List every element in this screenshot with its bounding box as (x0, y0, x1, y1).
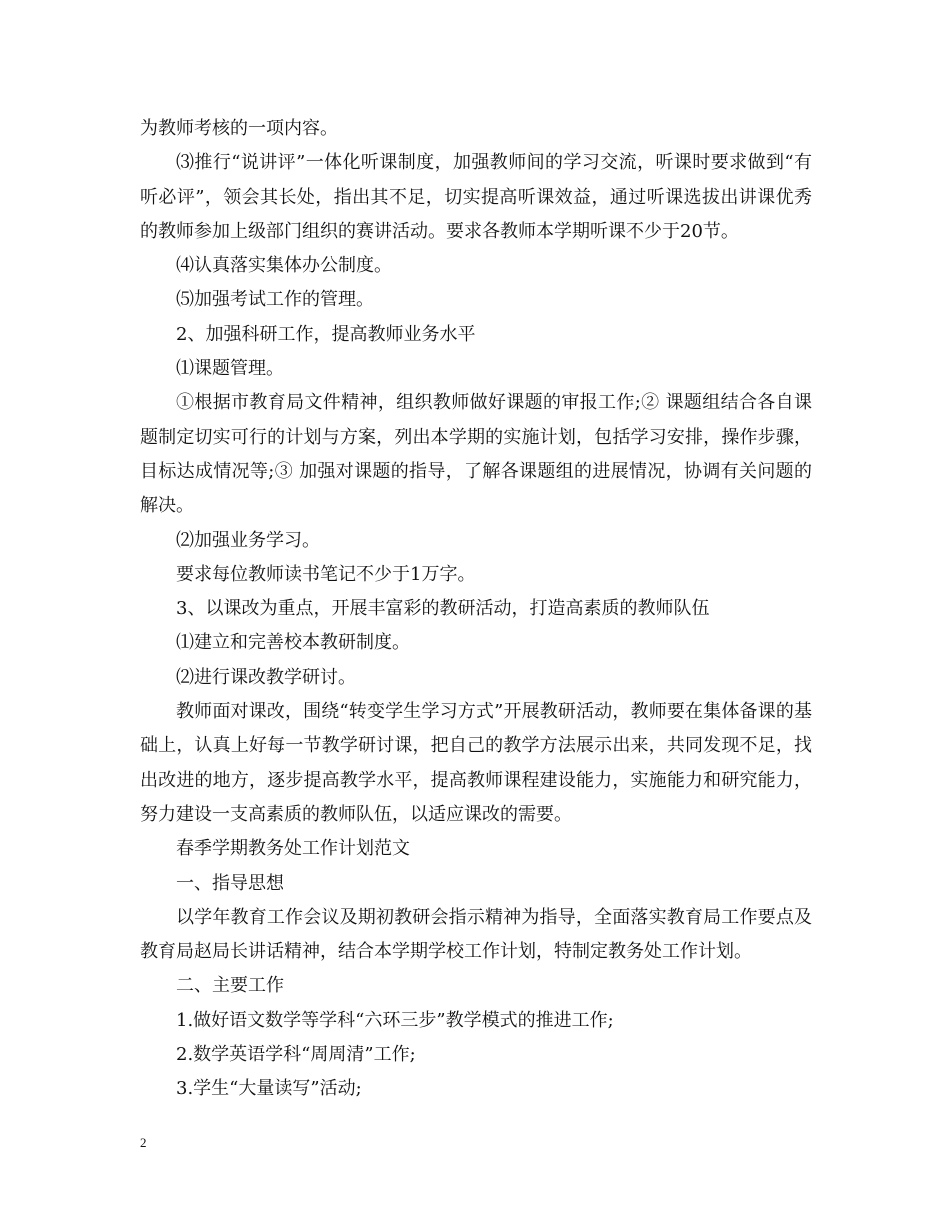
section-heading: 2、加强科研工作，提高教师业务水平 (176, 323, 476, 345)
paragraph: 为教师考核的一项内容。 (140, 118, 338, 139)
document-body (140, 112, 812, 1107)
section-heading: 3、以课改为重点，开展丰富彩的教研活动，打造高素质的教师队伍 (176, 598, 710, 620)
section-heading: 一、指导思想 (176, 872, 284, 894)
paragraph: ⑵加强业务学习。 (176, 529, 320, 551)
paragraph: 以学年教育工作会议及期初教研会指示精神为指导，全面落实教育局工作要点及教育局赵局长讲话精神，结合本学期学校工作计划，特制定教务处工作计划。 (140, 906, 812, 963)
paragraph: ⑸加强考试工作的管理。 (176, 289, 374, 311)
paragraph: ⑴建立和完善校本教研制度。 (176, 632, 410, 654)
paragraph: ①根据市教育局文件精神，组织教师做好课题的审报工作;② 课题组结合各自课题制定切实可行的计划与方案，列出本学期的实施计划，包括学习安排，操作步骤，目标达成情况等;③ 加强对课题的指导，了解各课题组的进展情况，协调有关问题的解决。 (140, 392, 812, 517)
paragraph: ⑶推行“说讲评”一体化听课制度，加强教师间的学习交流，听课时要求做到“有听必评”，领会其长处，指出其不足，切实提高听课效益，通过听课选拔出讲课优秀的教师参加上级部门组织的赛讲活动。要求各教师本学期听课不少于20节。 (140, 152, 812, 242)
page-number: 2 (140, 1135, 147, 1150)
paragraph: ⑴课题管理。 (176, 358, 284, 380)
list-item: 3.学生“大量读写”活动; (176, 1078, 362, 1100)
list-item: 2.数学英语学科“周周清”工作; (176, 1044, 416, 1066)
section-heading: 二、主要工作 (176, 975, 284, 997)
paragraph: 教师面对课改，围绕“转变学生学习方式”开展教研活动，教师要在集体备课的基础上，认真上好每一节教学研讨课，把自己的教学方法展示出来，共同发现不足，找出改进的地方，逐步提高教学水平，提高教师课程建设能力，实施能力和研究能力，努力建设一支高素质的教师队伍，以适应课改的需要。 (140, 701, 812, 825)
list-item: 1.做好语文数学等学科“六环三步”教学模式的推进工作; (176, 1009, 614, 1031)
paragraph: 要求每位教师读书笔记不少于1万字。 (176, 563, 476, 585)
paragraph: ⑷认真落实集体办公制度。 (176, 255, 392, 277)
document-title: 春季学期教务处工作计划范文 (176, 838, 410, 860)
paragraph: ⑵进行课改教学研讨。 (176, 666, 356, 688)
